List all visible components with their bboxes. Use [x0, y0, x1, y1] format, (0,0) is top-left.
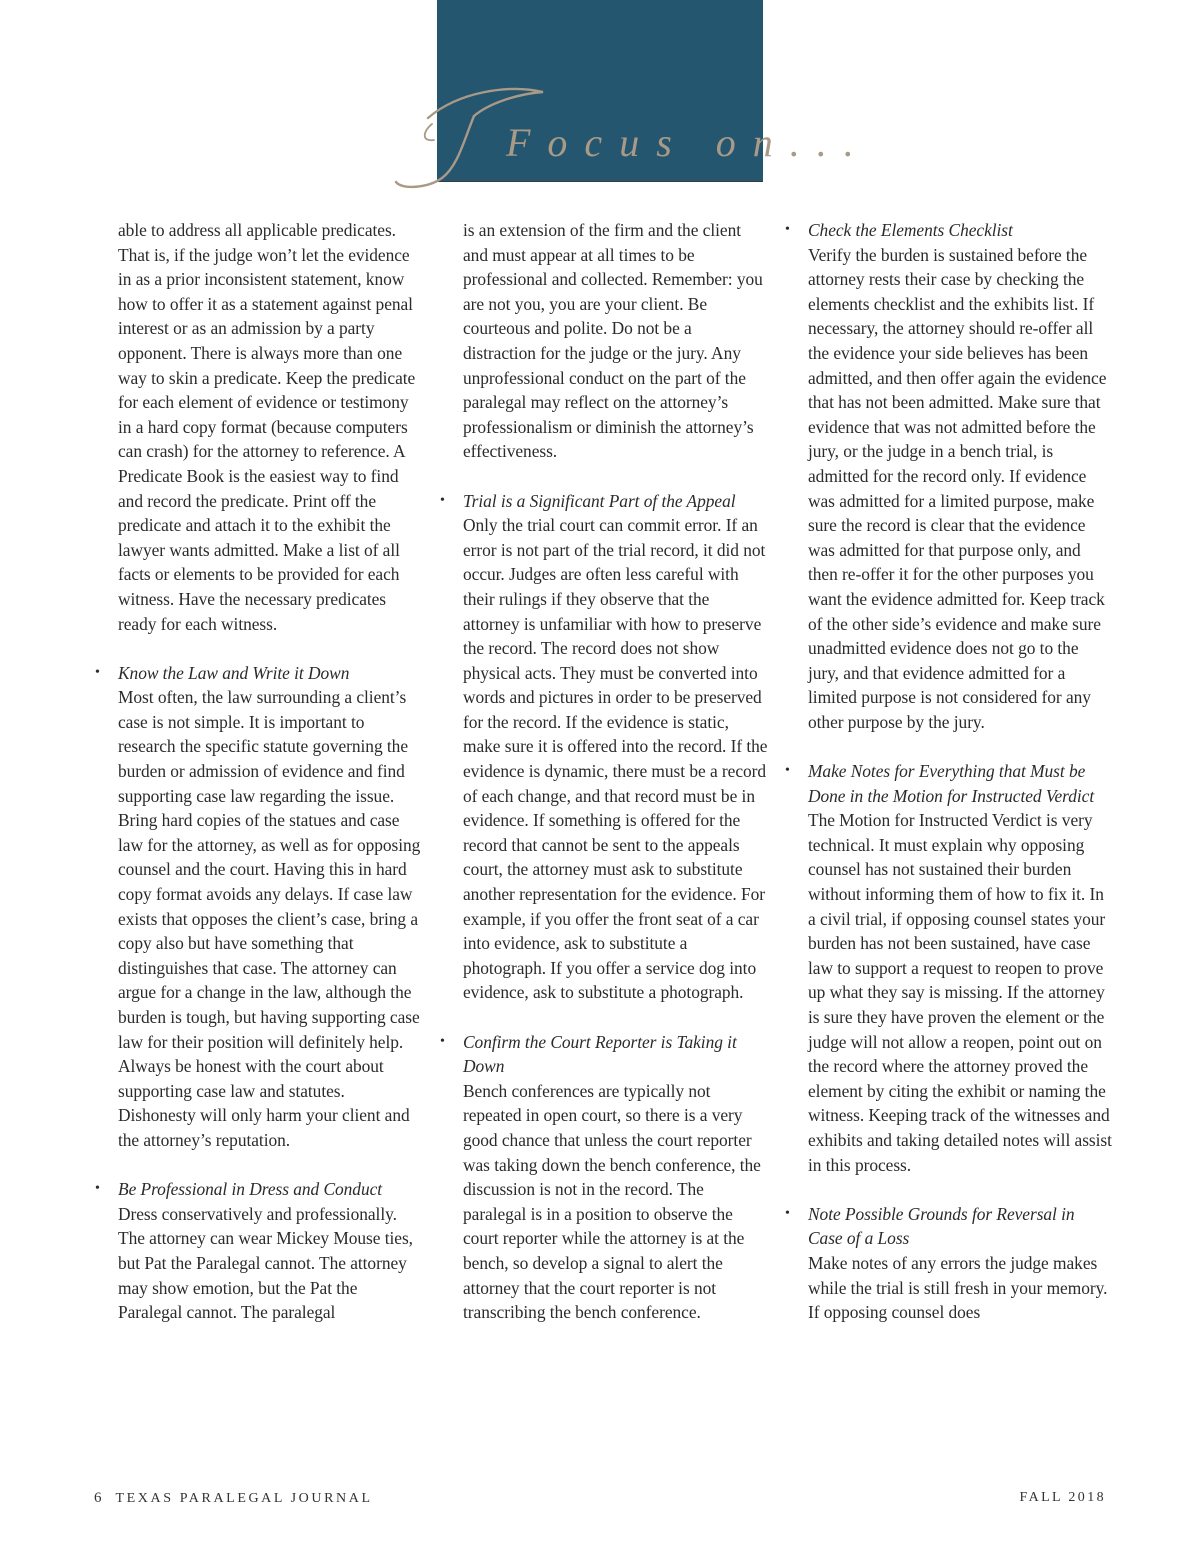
issue-date: FALL 2018 [1019, 1490, 1106, 1505]
list-item-trial-significant [440, 489, 768, 1005]
focus-on-text: Focus on... [506, 120, 871, 165]
column-3 [785, 218, 1113, 1325]
section-title-focus-on [388, 70, 871, 200]
item-heading: Confirm the Court Reporter is Taking it Down [463, 1031, 737, 1077]
bullet-icon: • [440, 492, 445, 508]
column-1-intro: able to address all applicable predicates. That is, if the judge won’t let the evidence in as a prior inconsistent statement, know how to offer it as a statement against penal interest or as an admission by a party opponent. There is always more than one way to skin a predicate. Keep the predicate for each element of evidence or testimony in a hard copy format (because computers can crash) for the attorney to reference. A Predicate Book is the easiest way to find and record the predicate. Print off the predicate and attach it to the exhibit the lawyer wants admitted. Make a list of all facts or elements to be provided for each witness. Have the necessary predicates ready for each witness. [118, 220, 416, 634]
list-item-grounds-reversal [785, 1202, 1113, 1325]
list-item-court-reporter [440, 1030, 768, 1325]
bullet-icon: • [785, 1205, 790, 1221]
bullet-icon: • [95, 1181, 100, 1197]
item-heading: Know the Law and Write it Down [118, 662, 350, 683]
item-heading: Note Possible Grounds for Reversal in Case of a Loss [808, 1203, 1075, 1249]
bullet-icon: • [785, 763, 790, 779]
item-heading: Make Notes for Everything that Must be Done in the Motion for Instructed Verdict [808, 761, 1095, 806]
publication-name: TEXAS PARALEGAL JOURNAL [115, 1491, 373, 1506]
item-body: Only the trial court can commit error. If an error is not part of the trial record, it did not occur. Judges are often less careful with their rulings if they observe that the attorney is unfamiliar with how to preserve the record. The record does not show physical acts. They must be converted into words and pictures in order to be preserved for the record. If the evidence is static, make sure it is offered into the record. If the evidence is dynamic, there must be a record of each change, and that record must be in evidence. If something is offered for the record that cannot be sent to the appeals court, the attorney must ask to substitute another representation for the evidence. For example, if you offer the front seat of a car into evidence, ask to substitute a photograph. If you offer a service dog into evidence, ask to substitute a photograph. [463, 515, 768, 1003]
item-heading: Trial is a Significant Part of the Appeal [463, 490, 736, 511]
page-number: 6 [94, 1490, 102, 1506]
list-item-elements-checklist [785, 218, 1113, 734]
column-2-intro: is an extension of the firm and the client and must appear at all times to be professional and collected. Remember: you are not you, you are your client. Be courteous and polite. Do not be a distraction for the judge or the jury. Any unprofessional conduct on the part of the paralegal may reflect on the attorney’s professionalism or diminish the attorney’s effectiveness. [463, 220, 763, 462]
column-1 [95, 218, 423, 1325]
item-body: Bench conferences are typically not repeated in open court, so there is a very good chance that unless the court reporter was taking down the bench conference, the discussion is not in the record. The paralegal is in a position to observe the court reporter while the attorney is at the bench, so develop a signal to alert the attorney that the court reporter is not transcribing the bench conference. [463, 1080, 761, 1323]
column-2 [440, 218, 768, 1325]
item-body: Verify the burden is sustained before the attorney rests their case by checking the elements checklist and the exhibits list. If necessary, the attorney should re-offer all the evidence your side believes has been admitted, and then offer again the evidence that has not been admitted. Make sure that evidence that was not admitted before the jury, or the judge in a bench trial, is admitted for the record only. If evidence was admitted for a limited purpose, make sure the record is clear that the evidence was admitted for that purpose only, and then re-offer it for the other purposes you want the evidence admitted for. Keep track of the other side’s evidence and make sure unadmitted evidence does not go to the jury, and that evidence admitted for a limited purpose is not considered for any other purpose by the jury. [808, 244, 1107, 732]
bullet-icon: • [95, 664, 100, 680]
list-item-know-the-law [95, 661, 423, 1153]
footer-left [94, 1490, 373, 1507]
item-body: Most often, the law surrounding a client’s case is not simple. It is important to research the specific statute governing the burden or admission of evidence and find supporting case law regarding the issue. Bring hard copies of the statues and case law for the attorney, as well as for opposing counsel and the court. Having this in hard copy format avoids any delays. If case law exists that opposes the client’s case, bring a copy also but have something that distinguishes that case. The attorney can argue for a change in the law, although the burden is tough, but having supporting case law for their position will definitely help. Always be honest with the court about supporting case law and statutes. Dishonesty will only harm your client and the attorney’s reputation. [118, 687, 421, 1150]
bullet-icon: • [440, 1033, 445, 1049]
item-body: The Motion for Instructed Verdict is very technical. It must explain why opposing counsel has not sustained their burden without informing them of how to fix it. In a civil trial, if opposing counsel states your burden has not been sustained, have case law to support a request to reopen to prove up what they say is missing. If the attorney is sure they have proven the element or the judge will not allow a reopen, point out on the record where the attorney proved the element by citing the exhibit or naming the witness. Keeping track of the witnesses and exhibits and taking detailed notes will assist in this process. [808, 810, 1112, 1175]
list-item-be-professional [95, 1177, 423, 1325]
bullet-icon: • [785, 222, 790, 237]
item-body: Dress conservatively and professionally. The attorney can wear Mickey Mouse ties, but Pat the Paralegal cannot. The attorney may show emotion, but the Pat the Paralegal cannot. The paralegal [118, 1203, 413, 1323]
item-body: Make notes of any errors the judge makes while the trial is still fresh in your memory. If opposing counsel does [808, 1252, 1108, 1323]
list-item-instructed-verdict [785, 759, 1113, 1177]
item-heading: Be Professional in Dress and Conduct [118, 1179, 383, 1200]
item-heading: Check the Elements Checklist [808, 220, 1013, 240]
